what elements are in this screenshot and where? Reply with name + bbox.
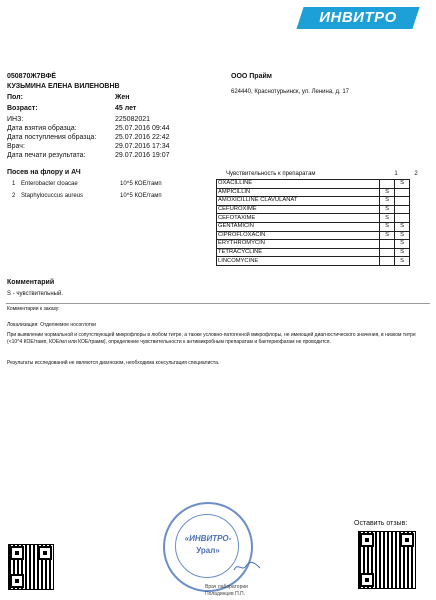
table-row xyxy=(217,257,410,266)
sensitivity-cell-1: S xyxy=(380,205,395,214)
drug-name: ERYTHROMYCIN xyxy=(217,240,380,249)
stamp-seal xyxy=(163,502,253,592)
org-address: 624440, Краснотурьинск, ул. Ленина, д. 17 xyxy=(231,89,350,95)
drug-name: LINCOMYCINE xyxy=(217,257,380,266)
culture-title: Посев на флору и АЧ xyxy=(7,169,81,176)
table-row xyxy=(217,231,410,240)
sensitivity-cell-2: S xyxy=(395,231,410,240)
comment-title: Комментарий xyxy=(7,279,55,286)
drug-name: CEFUROXIME xyxy=(217,205,380,214)
signature-person: Поладинцев П.П. xyxy=(205,591,246,597)
qr-code-feedback[interactable] xyxy=(358,531,416,589)
field-value: 29.07.2016 19:07 xyxy=(115,152,170,159)
culture-item-count: 10^5 КОЕ/тамп xyxy=(120,181,162,187)
table-row xyxy=(217,188,410,197)
sensitivity-header xyxy=(216,170,422,179)
sensitivity-table xyxy=(216,179,410,266)
table-row xyxy=(217,214,410,223)
table-row xyxy=(217,197,410,206)
org-name: ООО Прайм xyxy=(231,73,272,80)
sensitivity-cell-1 xyxy=(380,257,395,266)
culture-item xyxy=(12,180,212,188)
feedback-label: Оставить отзыв: xyxy=(354,520,408,527)
localization-note: Локализация: Отделяемое носоглотки xyxy=(7,322,96,328)
qr-code-left xyxy=(8,544,54,590)
sensitivity-cell-1: S xyxy=(380,231,395,240)
sensitivity-cell-2: S xyxy=(395,222,410,231)
order-comment-label: Комментарии к заказу: xyxy=(7,306,60,312)
patient-name: КУЗЬМИНА ЕЛЕНА ВИЛЕНОВНВ xyxy=(7,83,120,90)
qr-finder xyxy=(10,546,24,560)
stamp-name: «ИНВИТРО- xyxy=(184,534,232,543)
invitro-logo: ИНВИТРО xyxy=(319,9,397,26)
field-label: Дата печати результата: xyxy=(7,152,86,159)
table-row xyxy=(217,240,410,249)
field-label: Пол: xyxy=(7,94,23,101)
sensitivity-cell-1 xyxy=(380,240,395,249)
field-value: 25.07.2016 22:42 xyxy=(115,134,170,141)
field-label: Врач: xyxy=(7,143,25,150)
sensitivity-cell-2 xyxy=(395,188,410,197)
drug-name: AMOXICILLINE CLAVULANAT xyxy=(217,197,380,206)
sensitivity-cell-1: S xyxy=(380,197,395,206)
sensitivity-title: Чувствительность к препаратам xyxy=(226,171,316,177)
sensitivity-cell-2 xyxy=(395,214,410,223)
patient-code: 050870Ж7ВФЁ xyxy=(7,73,57,80)
field-value: Жен xyxy=(115,94,130,101)
drug-name: TETRACYCLINE xyxy=(217,248,380,257)
disclaimer: Результаты исследований не являются диагнозом, необходима консультация специалиста. xyxy=(7,360,220,366)
sensitivity-cell-1 xyxy=(380,180,395,189)
drug-name: CIPROFLOXACIN xyxy=(217,231,380,240)
sensitivity-cell-1 xyxy=(380,248,395,257)
field-label: Дата поступления образца: xyxy=(7,134,97,141)
stamp-city: Урал» xyxy=(196,546,220,555)
qr-finder xyxy=(360,573,374,587)
field-row xyxy=(7,115,207,124)
signature-role: Врач лаборатории xyxy=(205,584,248,590)
qr-finder xyxy=(10,574,24,588)
field-row xyxy=(7,133,207,142)
field-value: 45 лет xyxy=(115,105,137,112)
culture-item-name: Staphylocuccus aureus xyxy=(21,193,84,199)
field-row xyxy=(7,104,207,115)
qr-finder xyxy=(400,533,414,547)
sensitivity-cell-2 xyxy=(395,205,410,214)
drug-name: OXACILLINE xyxy=(217,180,380,189)
sensitivity-cell-2: S xyxy=(395,180,410,189)
sensitivity-cell-2: S xyxy=(395,240,410,249)
field-label: Возраст: xyxy=(7,105,38,112)
culture-item-num: 2 xyxy=(12,193,16,199)
culture-item-name: Enterobacter cloacae xyxy=(21,181,78,187)
field-row xyxy=(7,142,207,151)
column-1-header: 1 xyxy=(394,171,398,177)
field-row xyxy=(7,151,207,160)
field-label: ИНЗ: xyxy=(7,116,24,123)
comment-text: S - чувствительный. xyxy=(7,291,63,297)
sensitivity-cell-2: S xyxy=(395,257,410,266)
sensitivity-cell-2 xyxy=(395,197,410,206)
culture-item-count: 10^5 КОЕ/тамп xyxy=(120,193,162,199)
sensitivity-cell-1: S xyxy=(380,188,395,197)
culture-item-num: 1 xyxy=(12,181,16,187)
drug-name: CEFOTAXIME xyxy=(217,214,380,223)
sensitivity-cell-1: S xyxy=(380,214,395,223)
culture-item xyxy=(12,192,212,200)
field-row xyxy=(7,124,207,133)
divider xyxy=(6,303,430,304)
column-2-header: 2 xyxy=(414,171,418,177)
field-row xyxy=(7,93,207,104)
drug-name: GENTAMICIN xyxy=(217,222,380,231)
sensitivity-cell-1: S xyxy=(380,222,395,231)
qr-finder xyxy=(360,533,374,547)
field-value: 25.07.2016 09:44 xyxy=(115,125,170,132)
table-row xyxy=(217,205,410,214)
field-value: 29.07.2016 17:34 xyxy=(115,143,170,150)
signature-icon xyxy=(232,560,262,574)
sensitivity-cell-2: S xyxy=(395,248,410,257)
patient-fields xyxy=(7,93,207,160)
notes-paragraph: При выявлении нормальной и сопутствующей микрофлоры в любом титре, а также условно-патогенной микрофлоры, не имеющей диагностического значения, в низком титре (<10^4 КОЕ/тамп, КОЕ/мл или КОЕ/грамм), определение чувствительности к антимикробным препаратам и бактериофагам не проводится. xyxy=(7,332,416,345)
table-row xyxy=(217,180,410,189)
field-value: 225082021 xyxy=(115,116,151,123)
table-row xyxy=(217,222,410,231)
drug-name: AMPICILLIN xyxy=(217,188,380,197)
qr-finder xyxy=(38,546,52,560)
field-label: Дата взятия образца: xyxy=(7,125,77,132)
table-row xyxy=(217,248,410,257)
